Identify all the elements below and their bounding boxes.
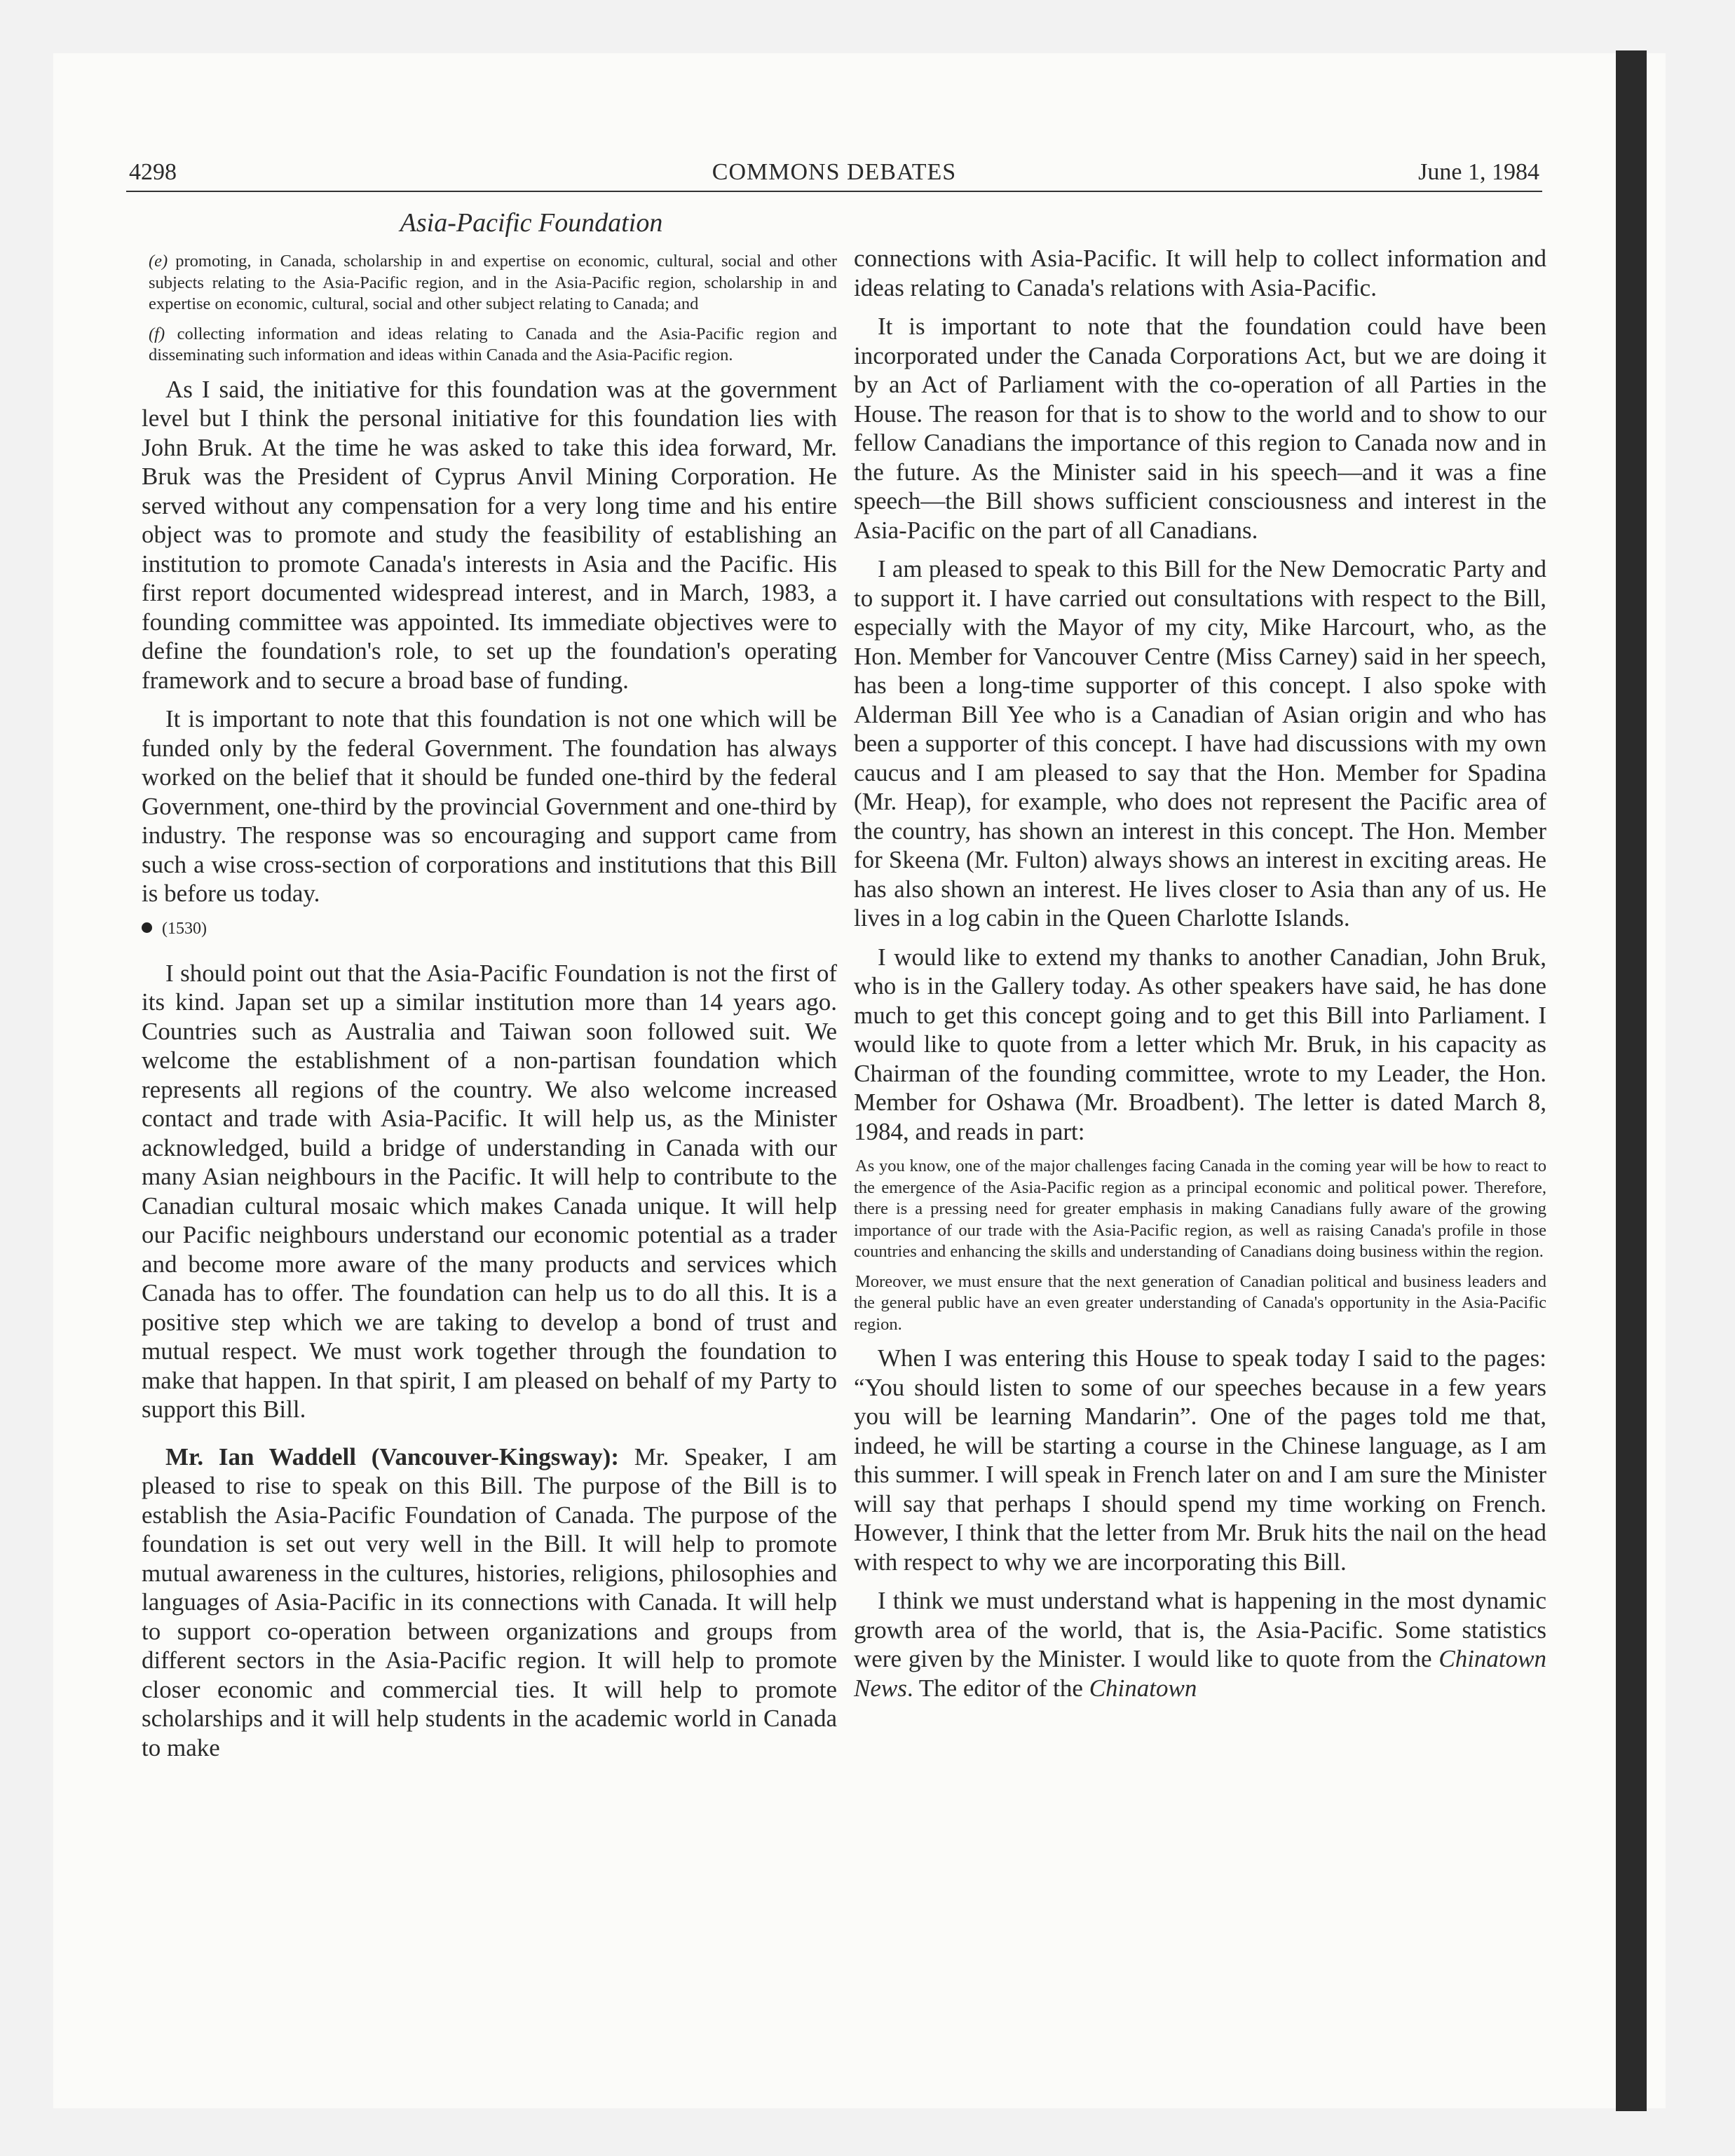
left-column (142, 207, 837, 1772)
quoted-clause-e (149, 251, 837, 315)
paragraph: I would like to extend my thanks to another Canadian, John Bruk, who is in the Gallery today. As other speakers have said, he has done much to get this concept going and to get this Bill into Parliament. I would like to quote from a letter which Mr. Bruk, in his capacity as Chairman of the founding committee, wrote to my Leader, the Hon. Member for Oshawa (Mr. Broadbent). The letter is dated March 8, 1984, and reads in part: (854, 943, 1546, 1145)
clause-label: (e) (149, 252, 168, 271)
paragraph: As I said, the initiative for this foundation was at the government level but I think the personal initiative for this foundation lies with John Bruk. At the time he was asked to take this idea forward, Mr. Bruk was the President of Cyprus Anvil Mining Corporation. He served without any compensation for a very long time and his entire object was to promote and study the feasibility of establishing an institution to promote Canada's interests in Asia and the Pacific. His first report documented widespread interest, and in March, 1983, a founding committee was appointed. Its immediate objectives were to define the foundation's role, to set up the foundation's operating framework and to secure a broad base of funding. (142, 375, 837, 694)
page-number: 4298 (129, 159, 177, 185)
paragraph: I am pleased to speak to this Bill for the New Democratic Party and to support it. I have carried out consultations with respect to the Bill, especially with the Mayor of my city, Mike Harcourt, who, as the Hon. Member for Vancouver Centre (Miss Carney) said in her speech, has been a long-time supporter of this concept. I also spoke with Alderman Bill Yee who is a Canadian of Asian origin and who has been a supporter of this concept. I have had discussions with my own caucus and I am pleased to say that the Hon. Member for Spadina (Mr. Heap), for example, who does not represent the Pacific area of the country, has shown an interest in this concept. The Hon. Member for Skeena (Mr. Fulton) always shows an interest in exciting areas. He has also shown an interest. He lives closer to Asia than any of us. He lives in a log cabin in the Queen Charlotte Islands. (854, 555, 1546, 932)
scan-edge-bar (1616, 50, 1647, 2111)
quoted-clause-f (149, 324, 837, 367)
clause-text: promoting, in Canada, scholarship in and expertise on economic, cultural, social and other subjects relating to the Asia-Pacific region, and in the Asia-Pacific region, scholarship in and expertise on economic, cultural, social and other subject relating to Canada; and (149, 252, 837, 313)
section-title: Asia-Pacific Foundation (400, 208, 663, 238)
speaker-name: Mr. Ian Waddell (Vancouver-Kingsway): (165, 1442, 619, 1471)
paragraph: connections with Asia-Pacific. It will help to collect information and ideas relating to Canada's relations with Asia-Pacific. (854, 245, 1546, 301)
publication-title: COMMONS DEBATES (712, 159, 957, 185)
publication-name: Chinatown News (854, 1645, 1546, 1702)
paragraph: I should point out that the Asia-Pacific Foundation is not the first of its kind. Japan set up a similar institution more than 14 years ago. Countries such as Australia and Taiwan soon followed suit. We welcome the establishment of a non-partisan foundation which represents all regions of the country. We also welcome increased contact and trade with Asia-Pacific. It will help us, as the Minister acknowledged, build a bridge of understanding in Canada with our many Asian neighbours in the Pacific. It will help to contribute to the Canadian cultural mosaic which makes Canada unique. It will help our Pacific neighbours understand our economic potential as a trader and become more aware of the many products and services which Canada has to offer. The foundation can help us to do all this. It is a positive step which we are taking to develop a bond of trust and mutual respect. We must work together through the foundation to make that happen. In that spirit, I am pleased on behalf of my Party to support this Bill. (142, 959, 837, 1423)
letter-quote: Moreover, we must ensure that the next generation of Canadian political and business leaders and the general public have an even greater understanding of Canada's opportunity in the Asia-Pacific region. (854, 1271, 1546, 1334)
paragraph: It is important to note that the foundation could have been incorporated under the Canada Corporations Act, but we are doing it by an Act of Parliament with the co-operation of all Parties in the House. The reason for that is to show to the world and to show to our fellow Canadians the importance of this region to Canada now and in the future. As the Minister said in his speech—and it was a fine speech—the Bill shows sufficient consciousness and interest in the Asia-Pacific on the part of all Canadians. (854, 313, 1546, 544)
bullet-icon (142, 922, 152, 933)
publication-name: Chinatown (1089, 1674, 1197, 1702)
clause-text: collecting information and ideas relating to Canada and the Asia-Pacific region and disseminating such information and ideas within Canada and the Asia-Pacific region. (149, 324, 837, 364)
right-column (854, 207, 1546, 1712)
page-header (126, 156, 1542, 192)
paragraph: When I was entering this House to speak today I said to the pages: “You should listen to some of our speeches because in a few years you will be learning Mandarin”. One of the pages told me that, indeed, he will be starting a course in the Chinese language, as I am this summer. I will speak in French later on and I am sure the Minister will say that perhaps I should spend my time working on French. However, I think that the letter from Mr. Bruk hits the nail on the head with respect to why we are incorporating this Bill. (854, 1344, 1546, 1576)
clause-label: (f) (149, 324, 165, 343)
paragraph (854, 1586, 1546, 1703)
paragraph-text: . The editor of the (906, 1674, 1089, 1702)
paragraph-text: I think we must understand what is happening in the most dynamic growth area of the world, that is, the Asia-Pacific. Some statistics were given by the Minister. I would like to quote from the (854, 1587, 1546, 1672)
page-date: June 1, 1984 (1418, 159, 1539, 185)
time-marker (142, 918, 837, 939)
time-marker-text: (1530) (162, 919, 207, 938)
speech-paragraph (142, 1442, 837, 1763)
speech-text: Mr. Speaker, I am pleased to rise to speak on this Bill. The purpose of the Bill is to establish the Asia-Pacific Foundation of Canada. The purpose of the foundation is set out very well in the Bill. It will help to promote mutual awareness in the cultures, histories, religions, philosophies and languages of Asia-Pacific in its connections with Canada. It will help to support co-operation between organizations and groups from different sectors in the Asia-Pacific region. It will help to promote closer economic and commercial ties. It will help to promote scholarships and it will help students in the academic world in Canada to make (142, 1442, 837, 1761)
paragraph: It is important to note that this foundation is not one which will be funded only by the federal Government. The foundation has always worked on the belief that it should be funded one-third by the federal Government, one-third by the provincial Government and one-third by industry. The response was so encouraging and support came from such a wise cross-section of corporations and institutions that this Bill is before us today. (142, 705, 837, 907)
letter-quote: As you know, one of the major challenges facing Canada in the coming year will be how to react to the emergence of the Asia-Pacific region as a principal economic and political power. Therefore, there is a pressing need for greater emphasis in making Canadians fully aware of the growing importance of our trade with the Asia-Pacific region, as well as raising Canada's profile in those countries and enhancing the skills and understanding of Canadians doing business within the region. (854, 1157, 1546, 1261)
